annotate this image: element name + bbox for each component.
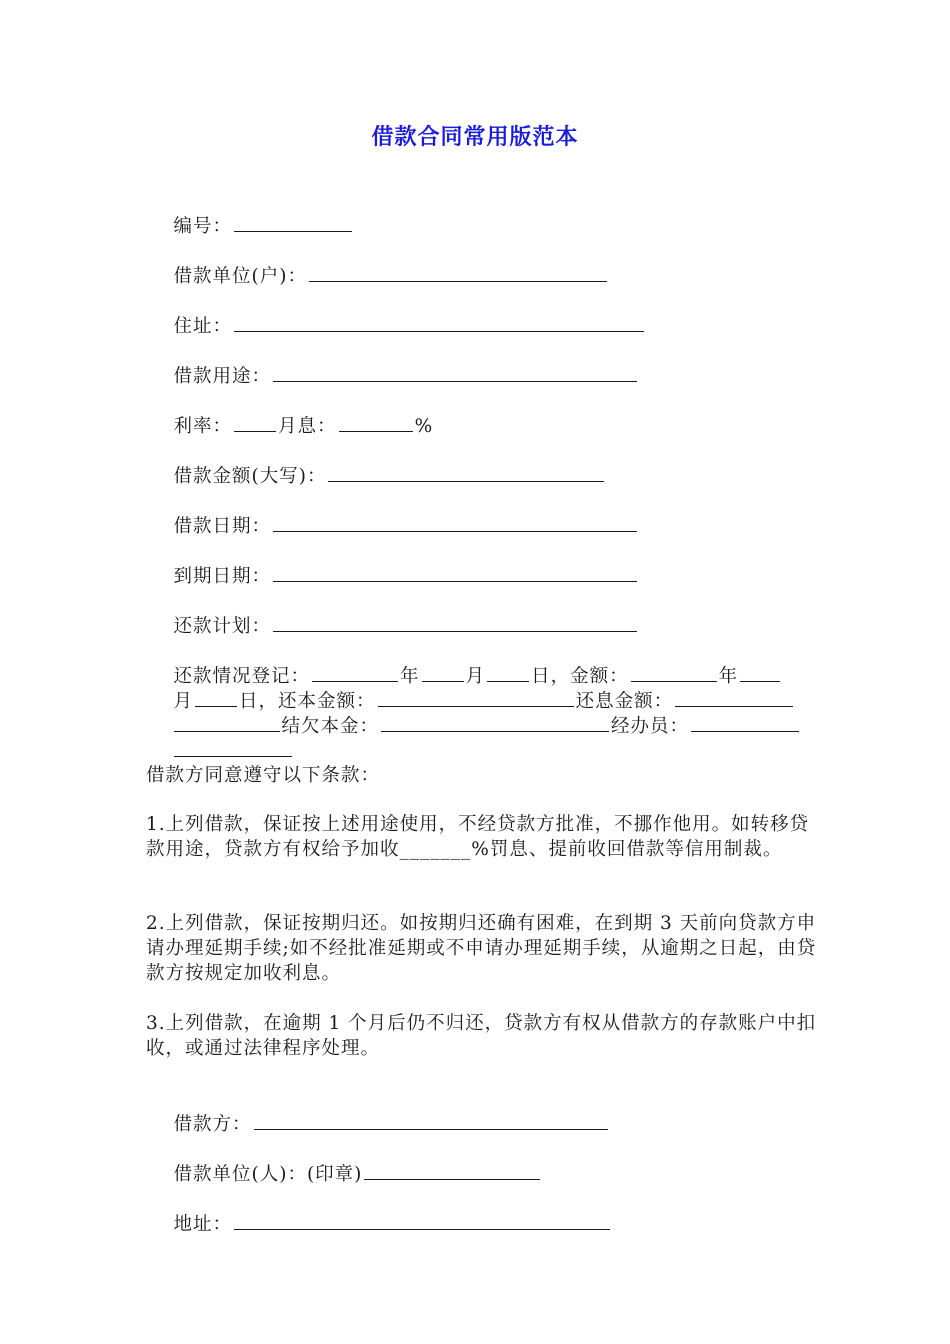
interest-amount-label: 还息金额： xyxy=(575,691,674,712)
borrower-blank xyxy=(254,1111,608,1130)
rate-blank xyxy=(234,413,276,432)
borrower-seal-label: 借款单位(人)：(印章) xyxy=(173,1164,363,1185)
repay-year-label: 年 xyxy=(400,666,420,687)
principal-label: 日，还本金额： xyxy=(239,691,376,712)
rate-label: 利率： xyxy=(173,416,233,437)
number-blank xyxy=(234,213,352,232)
borrower-seal-blank xyxy=(364,1161,540,1180)
borrower-unit-label: 借款单位(户)： xyxy=(173,266,307,287)
percent-sign: % xyxy=(414,416,434,437)
due-date-label: 到期日期： xyxy=(173,566,272,587)
monthly-interest-label: 月息： xyxy=(278,416,337,437)
loan-date-label: 借款日期： xyxy=(173,516,272,537)
address-blank xyxy=(234,313,644,332)
borrower-unit-blank xyxy=(309,263,607,282)
loan-date-blank xyxy=(273,513,637,532)
borrower-label: 借款方： xyxy=(173,1114,252,1135)
address-label: 住址： xyxy=(173,316,233,337)
purpose-blank xyxy=(273,363,637,382)
signature-address-blank xyxy=(234,1211,610,1230)
clause-2: 2.上列借款，保证按期归还。如按期归还确有困难，在到期 3 天前向贷款方申请办理延期手续;如不经批准延期或不申请办理延期手续，从逾期之日起，由贷款方按规定加收利息。 xyxy=(146,913,817,984)
amount-label: 借款金额(大写)： xyxy=(173,466,327,487)
repay-record-label: 还款情况登记： xyxy=(173,666,311,687)
signature-address-label: 地址： xyxy=(173,1214,233,1235)
handler-blank xyxy=(691,713,799,732)
repay-day-amount-label: 日，金额： xyxy=(531,666,629,687)
monthly-interest-blank xyxy=(339,413,413,432)
handler-blank-cont xyxy=(174,738,292,757)
repay-plan-blank xyxy=(273,613,637,632)
amount-month-label: 月 xyxy=(173,691,194,712)
clause-1: 1.上列借款，保证按上述用途使用，不经贷款方批准，不挪作他用。如转移贷款用途，贷款方有权给予加收_______%罚息、提前收回借款等信用制裁。 xyxy=(146,814,810,860)
amount-blank xyxy=(328,463,604,482)
owed-principal-blank xyxy=(381,713,609,732)
repay-month-label: 月 xyxy=(465,666,486,687)
repay-plan-label: 还款计划： xyxy=(173,616,272,637)
purpose-label: 借款用途： xyxy=(173,366,272,387)
clause-3: 3.上列借款，在逾期 1 个月后仍不归还，贷款方有权从借款方的存款账户中扣收，或通过法律程序处理。 xyxy=(146,1013,817,1059)
signature-address xyxy=(146,1186,612,1262)
owed-principal-label: 结欠本金： xyxy=(281,716,380,737)
document-title: 借款合同常用版范本 xyxy=(371,125,579,150)
due-date-blank xyxy=(273,563,637,582)
handler-label: 经办员： xyxy=(611,716,690,737)
amount-year-label: 年 xyxy=(718,666,739,687)
number-label: 编号： xyxy=(173,216,233,237)
intro-text: 借款方同意遵守以下条款： xyxy=(146,765,381,786)
